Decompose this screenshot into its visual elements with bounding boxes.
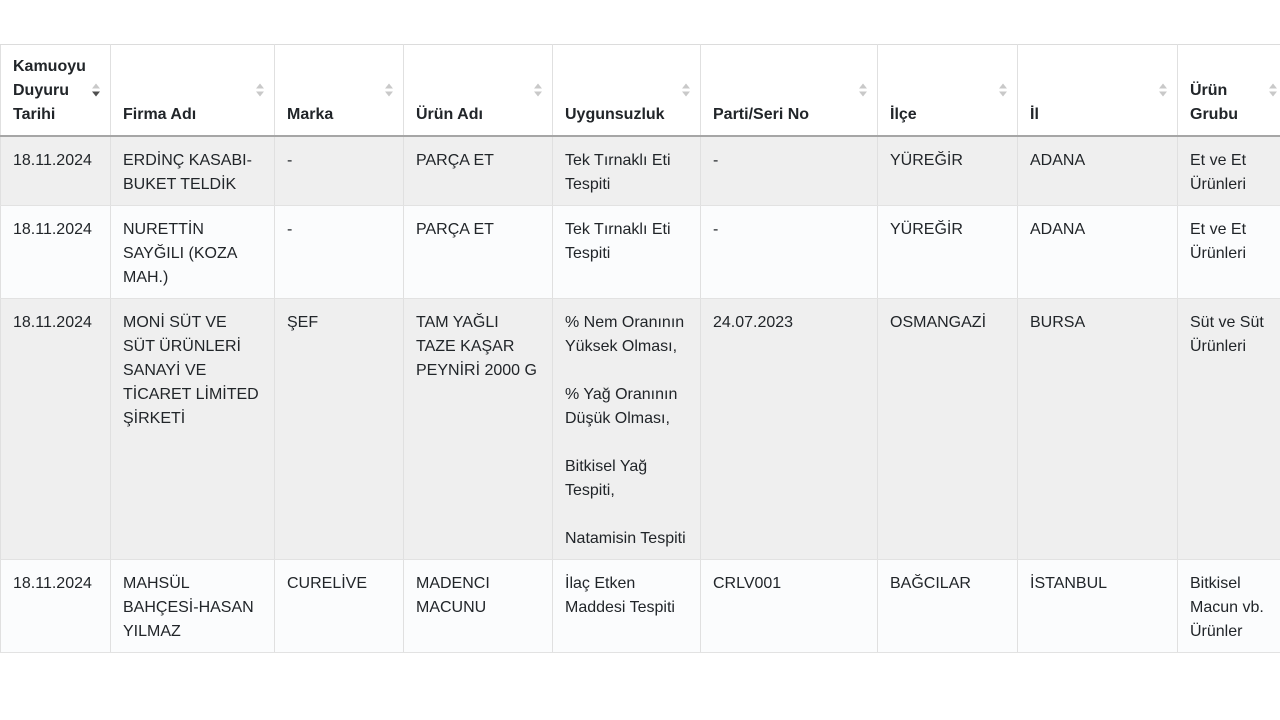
recall-table — [0, 44, 1280, 653]
sort-asc-icon — [999, 84, 1007, 89]
table-header — [1, 45, 1280, 137]
sort-icons — [92, 84, 100, 97]
column-header-urun-grubu[interactable] — [1178, 45, 1280, 137]
violation-item: Tek Tırnaklı Eti Tespiti — [565, 152, 671, 193]
violation-item: Tek Tırnaklı Eti Tespiti — [565, 221, 671, 262]
sort-desc-icon — [385, 92, 393, 97]
violation-item: % Yağ Oranının Düşük Olması, — [565, 386, 678, 427]
cell-parti: - — [701, 206, 878, 299]
column-header-firma-adi[interactable] — [111, 45, 275, 137]
sort-icons — [534, 84, 542, 97]
sort-icons — [1269, 84, 1277, 97]
violation-item: Bitkisel Yağ Tespiti, — [565, 458, 648, 499]
sort-asc-icon — [385, 84, 393, 89]
table-row — [1, 136, 1280, 206]
sort-asc-icon — [1159, 84, 1167, 89]
violation-item: İlaç Etken Maddesi Tespiti — [565, 575, 675, 616]
violation-item: % Nem Oranının Yüksek Olması, — [565, 314, 685, 355]
cell-uygunsuzluk — [553, 136, 701, 206]
sort-asc-icon — [1269, 84, 1277, 89]
column-header-label: Firma Adı — [123, 106, 197, 123]
cell-ilce: BAĞCILAR — [878, 560, 1018, 653]
sort-desc-icon — [859, 92, 867, 97]
cell-marka: - — [275, 136, 404, 206]
cell-il: İSTANBUL — [1018, 560, 1178, 653]
cell-tarih: 18.11.2024 — [1, 299, 111, 560]
sort-icons — [1159, 84, 1167, 97]
cell-tarih: 18.11.2024 — [1, 560, 111, 653]
table-row — [1, 560, 1280, 653]
cell-uygunsuzluk — [553, 299, 701, 560]
cell-firma: NURETTİN SAYĞILI (KOZA MAH.) — [111, 206, 275, 299]
violation-item: Natamisin Tespiti — [565, 530, 686, 547]
cell-marka: - — [275, 206, 404, 299]
recall-table-container — [0, 44, 1280, 653]
cell-urun: TAM YAĞLI TAZE KAŞAR PEYNİRİ 2000 G — [404, 299, 553, 560]
cell-firma: ERDİNÇ KASABI-BUKET TELDİK — [111, 136, 275, 206]
cell-parti: - — [701, 136, 878, 206]
sort-desc-icon — [534, 92, 542, 97]
column-header-label: İlçe — [890, 106, 917, 123]
sort-desc-icon — [1269, 92, 1277, 97]
cell-parti: CRLV001 — [701, 560, 878, 653]
column-header-label: İl — [1030, 106, 1039, 123]
column-header-il[interactable] — [1018, 45, 1178, 137]
table-row — [1, 299, 1280, 560]
cell-uygunsuzluk — [553, 560, 701, 653]
sort-icons — [385, 84, 393, 97]
column-header-parti-seri-no[interactable] — [701, 45, 878, 137]
column-header-label: Ürün Adı — [416, 106, 483, 123]
cell-marka: CURELİVE — [275, 560, 404, 653]
sort-icons — [999, 84, 1007, 97]
cell-tarih: 18.11.2024 — [1, 136, 111, 206]
cell-grup: Süt ve Süt Ürünleri — [1178, 299, 1280, 560]
column-header-ilce[interactable] — [878, 45, 1018, 137]
cell-grup: Et ve Et Ürünleri — [1178, 136, 1280, 206]
header-row — [1, 45, 1280, 137]
column-header-label: Ürün Grubu — [1190, 82, 1238, 123]
cell-il: ADANA — [1018, 136, 1178, 206]
sort-icons — [859, 84, 867, 97]
column-header-label: Kamuoyu Duyuru Tarihi — [13, 58, 86, 123]
sort-asc-icon — [256, 84, 264, 89]
cell-ilce: YÜREĞİR — [878, 206, 1018, 299]
column-header-label: Parti/Seri No — [713, 106, 810, 123]
table-row — [1, 206, 1280, 299]
cell-firma: MAHSÜL BAHÇESİ-HASAN YILMAZ — [111, 560, 275, 653]
cell-tarih: 18.11.2024 — [1, 206, 111, 299]
column-header-label: Marka — [287, 106, 334, 123]
cell-firma: MONİ SÜT VE SÜT ÜRÜNLERİ SANAYİ VE TİCARET LİMİTED ŞİRKETİ — [111, 299, 275, 560]
cell-uygunsuzluk — [553, 206, 701, 299]
sort-desc-icon — [682, 92, 690, 97]
sort-desc-icon — [1159, 92, 1167, 97]
cell-il: ADANA — [1018, 206, 1178, 299]
column-header-marka[interactable] — [275, 45, 404, 137]
sort-icons — [256, 84, 264, 97]
sort-asc-icon — [534, 84, 542, 89]
sort-desc-icon — [999, 92, 1007, 97]
sort-desc-icon — [256, 92, 264, 97]
cell-il: BURSA — [1018, 299, 1178, 560]
cell-urun: MADENCI MACUNU — [404, 560, 553, 653]
sort-icons — [682, 84, 690, 97]
column-header-kamuoyu-duyuru-tarihi[interactable] — [1, 45, 111, 137]
cell-urun: PARÇA ET — [404, 206, 553, 299]
cell-grup: Et ve Et Ürünleri — [1178, 206, 1280, 299]
sort-asc-icon — [859, 84, 867, 89]
cell-marka: ŞEF — [275, 299, 404, 560]
cell-ilce: YÜREĞİR — [878, 136, 1018, 206]
cell-ilce: OSMANGAZİ — [878, 299, 1018, 560]
cell-parti: 24.07.2023 — [701, 299, 878, 560]
cell-urun: PARÇA ET — [404, 136, 553, 206]
sort-asc-icon — [682, 84, 690, 89]
column-header-uygunsuzluk[interactable] — [553, 45, 701, 137]
column-header-urun-adi[interactable] — [404, 45, 553, 137]
table-body — [1, 136, 1280, 653]
sort-asc-icon — [92, 84, 100, 89]
sort-desc-icon — [92, 92, 100, 97]
cell-grup: Bitkisel Macun vb. Ürünler — [1178, 560, 1280, 653]
column-header-label: Uygunsuzluk — [565, 106, 665, 123]
